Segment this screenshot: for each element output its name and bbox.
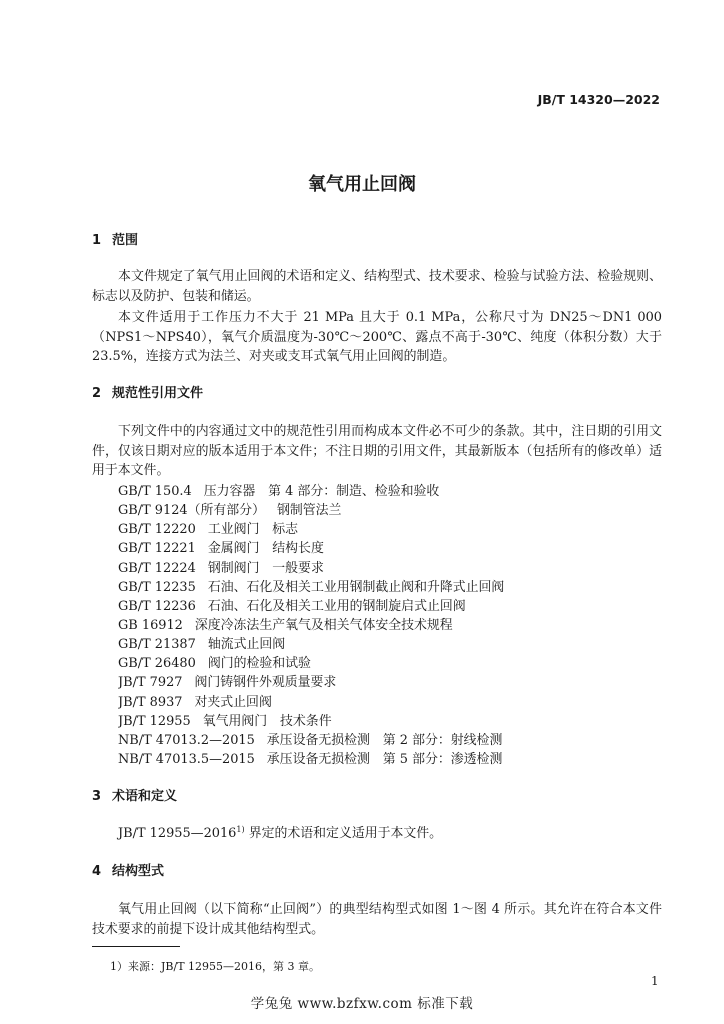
reference-item [118, 731, 662, 750]
reference-code: GB/T 150.4 [118, 484, 192, 499]
reference-code: NB/T 47013.5—2015 [118, 751, 255, 767]
reference-item [118, 673, 662, 692]
section-heading-terms-and-definitions [92, 787, 177, 807]
reference-title: 承压设备无损检测 第 5 部分：渗透检测 [266, 751, 503, 767]
section-heading-structure-type [92, 862, 164, 882]
paragraph-scope-applicability: 本文件适用于工作压力不大于 21 MPa 且大于 0.1 MPa，公称尺寸为 DN25～DN1 000（NPS1～NPS40），氧气介质温度为-30℃～200℃、露点不高于-30℃、纯度（体积分数）大于 23.5%，连接方式为法兰、对夹或支耳式氧气用止回阀的制造。 [92, 310, 662, 365]
footnote-marker: 1) [236, 825, 245, 834]
reference-title: 石油、石化及相关工业用的钢制旋启式止回阀 [207, 598, 466, 614]
footnote-divider [92, 946, 180, 947]
reference-title: 压力容器 第 4 部分：制造、检验和验收 [203, 484, 440, 499]
reference-code: GB/T 12220 [118, 522, 196, 538]
reference-item [118, 635, 662, 654]
reference-title: 深度冷冻法生产氧气及相关气体安全技术规程 [194, 617, 453, 633]
document-title: 氧气用止回阀 [308, 174, 416, 195]
reference-title: 钢制阀门 一般要求 [207, 560, 324, 576]
reference-item [118, 750, 662, 769]
reference-title: 钢制管法兰 [276, 503, 342, 519]
section-heading-normative-references [92, 384, 203, 404]
reference-item [118, 539, 662, 558]
reference-code: GB/T 12224 [118, 560, 196, 576]
reference-code: JB/T 8937 [118, 694, 183, 710]
reference-title: 承压设备无损检测 第 2 部分：射线检测 [266, 732, 503, 748]
reference-code: NB/T 47013.2—2015 [118, 732, 255, 748]
reference-code: GB/T 26480 [118, 656, 196, 672]
reference-title: 氧气用阀门 技术条件 [202, 713, 332, 729]
paragraph-terms [92, 824, 662, 844]
reference-item [118, 501, 662, 520]
paragraph-references-intro: 下列文件中的内容通过文中的规范性引用而构成本文件必不可少的条款。其中，注日期的引用文件，仅该日期对应的版本适用于本文件；不注日期的引用文件，其最新版本（包括所有的修改单）适用于本文件。 [92, 424, 662, 479]
section-number: 4 [92, 864, 102, 879]
reference-title: 阀门铸钢件外观质量要求 [194, 675, 337, 691]
watermark-text: 学兔兔 www.bzfxw.com 标准下载 [250, 996, 474, 1012]
section-title: 结构型式 [112, 864, 165, 879]
reference-code: GB 16912 [118, 617, 183, 633]
reference-title: 金属阀门 结构长度 [207, 541, 324, 557]
reference-title: 对夹式止回阀 [194, 694, 272, 710]
document-number: JB/T 14320—2022 [537, 92, 660, 107]
reference-item [118, 559, 662, 578]
reference-code: GB/T 12236 [118, 598, 196, 614]
reference-item [118, 693, 662, 712]
reference-title: 轴流式止回阀 [207, 637, 286, 653]
page-number: 1 [651, 974, 659, 988]
paragraph-terms-text: 界定的术语和定义适用于本文件。 [244, 826, 443, 841]
reference-title: 石油、石化及相关工业用钢制截止阀和升降式止回阀 [207, 579, 505, 595]
paragraph-terms-source: JB/T 12955—2016 [118, 826, 237, 841]
reference-item [118, 520, 662, 539]
reference-item [118, 482, 662, 501]
footnote-text: 1）来源：JB/T 12955—2016，第 3 章。 [110, 960, 321, 973]
reference-item [118, 578, 662, 597]
reference-code: JB/T 7927 [118, 675, 183, 691]
section-heading-scope [92, 231, 138, 251]
reference-item [118, 616, 662, 635]
reference-code: GB/T 12235 [118, 579, 196, 595]
paragraph-structure-type: 氧气用止回阀（以下简称“止回阀”）的典型结构型式如图 1～图 4 所示。其允许在符合本文件技术要求的前提下设计成其他结构型式。 [92, 902, 662, 937]
reference-code: GB/T 21387 [118, 637, 196, 653]
section-title: 范围 [112, 233, 139, 248]
reference-code: JB/T 12955 [118, 713, 191, 729]
section-title: 术语和定义 [112, 789, 178, 804]
reference-item [118, 712, 662, 731]
section-number: 1 [92, 233, 102, 248]
paragraph-scope-content: 本文件规定了氧气用止回阀的术语和定义、结构型式、技术要求、检验与试验方法、检验规则、标志以及防护、包装和储运。 [92, 269, 662, 304]
reference-code: GB/T 12221 [118, 541, 196, 557]
section-number: 3 [92, 789, 102, 804]
reference-title: 阀门的检验和试验 [207, 656, 311, 672]
reference-item [118, 597, 662, 616]
reference-item [118, 654, 662, 673]
reference-list [118, 482, 662, 769]
section-title: 规范性引用文件 [112, 386, 204, 401]
reference-code: GB/T 9124（所有部分） [118, 503, 265, 519]
section-number: 2 [92, 386, 102, 401]
reference-title: 工业阀门 标志 [207, 522, 299, 538]
